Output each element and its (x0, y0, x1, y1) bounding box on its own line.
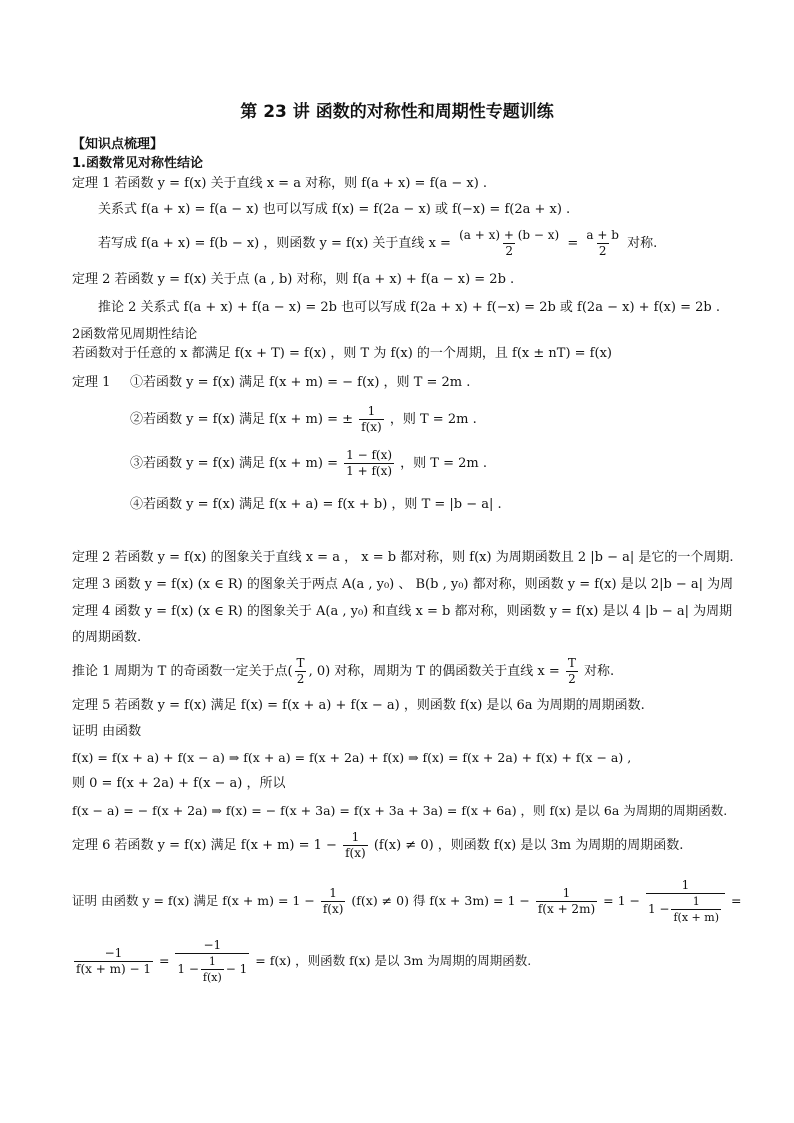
proof-6-prefix: 证明 由函数 y = f(x) 满足 f(x + m) = 1 − (72, 893, 315, 908)
corollary-prefix: 推论 1 周期为 T 的奇函数一定关于点( (72, 664, 293, 679)
general-suffix: 对称. (627, 236, 658, 251)
fraction-a (321, 886, 346, 917)
fraction-numerator: 1 − f(x) (346, 448, 393, 462)
periodicity-theorem-5: 定理 5 若函数 y = f(x) 满足 f(x) = f(x + a) + f(x − a) ，则函数 f(x) 是以 6a 为周期的周期函数. (72, 698, 645, 713)
fraction-denominator: 2 (505, 244, 513, 258)
fraction-numerator: a + b (586, 228, 619, 242)
case-3 (130, 448, 487, 480)
symmetry-theorem-1-note: 关系式 f(a + x) = f(a − x) 也可以写成 f(x) = f(2a − x) 或 f(−x) = f(2a + x) . (98, 202, 571, 217)
nested-prefix: 1 − (177, 962, 199, 976)
fraction-numerator: −1 (203, 938, 222, 952)
section-header: 【知识点梳理】 (72, 137, 164, 152)
case-3-suffix: ，则 T = 2m . (400, 456, 487, 471)
proof-5-line-1: f(x) = f(x + a) + f(x − a) ⇒ f(x + a) = f(x + 2a) + f(x) ⇒ f(x) = f(x + 2a) + f(x) + f(x − a) , (72, 750, 632, 765)
symmetry-theorem-2: 定理 2 若函数 y = f(x) 关于点 (a , b) 对称，则 f(a + x) + f(a − x) = 2b . (72, 272, 515, 287)
case-2-prefix: ②若函数 y = f(x) 满足 f(x + m) = ± (130, 412, 354, 427)
periodicity-theorem-4-cont: 的周期函数. (72, 630, 142, 645)
fraction-denominator (175, 953, 249, 985)
fraction-numerator: 1 (681, 878, 690, 892)
periodicity-theorem-2: 定理 2 若函数 y = f(x) 的图象关于直线 x = a ， x = b 都对称，则 f(x) 为周期函数且 2 |b − a| 是它的一个周期. (72, 550, 734, 565)
proof-5-line-2: 则 0 = f(x + 2a) + f(x − a) ，所以 (72, 776, 286, 791)
proof-6-middle-2: = 1 − (603, 893, 640, 908)
fraction-c (74, 946, 153, 977)
symmetry-theorem-1: 定理 1 若函数 y = f(x) 关于直线 x = a 对称，则 f(a + x) = f(a − x) . (72, 176, 488, 191)
periodicity-theorem-4: 定理 4 函数 y = f(x) (x ∈ R) 的图象关于 A(a , y₀) 和直线 x = b 都对称，则函数 y = f(x) 是以 4 |b − a| 为周期 (72, 604, 733, 619)
fraction-numerator: 1 (562, 886, 571, 900)
case-1: ①若函数 y = f(x) 满足 f(x + m) = − f(x) ，则 T = 2m . (130, 375, 471, 390)
fraction-numerator: T (567, 656, 576, 670)
fraction-denominator: f(x) (322, 902, 344, 916)
periodicity-theorem-1 (72, 375, 470, 391)
fraction-ratio (344, 448, 394, 479)
proof-5-line-3: f(x − a) = − f(x + 2a) ⇒ f(x) = − f(x + 3a) = f(x + 3a + 3a) = f(x + 6a) ，则 f(x) 是以 6a 为周期的周期函数. (72, 803, 728, 818)
fraction-denominator (646, 893, 725, 925)
periodicity-theorem-6 (72, 830, 683, 862)
fraction-denominator: f(x) (361, 420, 382, 434)
proof-6-equals-2: = (158, 953, 170, 968)
proof-6-middle: (f(x) ≠ 0) 得 f(x + 3m) = 1 − (351, 893, 530, 908)
fraction-inner (671, 894, 721, 925)
fraction-numerator: 1 (351, 830, 360, 844)
proof-5-intro: 证明 由函数 (72, 724, 142, 739)
case-3-prefix: ③若函数 y = f(x) 满足 f(x + m) = (130, 456, 338, 471)
fraction-denominator: f(x + m) (673, 911, 719, 924)
periodicity-section-title: 2函数常见周期性结论 (72, 327, 198, 342)
corollary-suffix: 对称. (584, 664, 615, 679)
fraction-denominator: 2 (296, 672, 305, 686)
fraction-axis (457, 228, 561, 259)
periodicity-theorem-3: 定理 3 函数 y = f(x) (x ∈ R) 的图象关于两点 A(a , y₀) 、 B(b , y₀) 都对称，则函数 y = f(x) 是以 2|b − a| 为周 (72, 577, 734, 592)
general-prefix: 若写成 f(a + x) = f(b − x) ，则函数 y = f(x) 关于直线 x = (98, 236, 451, 251)
fraction-axis-simplified (584, 228, 621, 259)
case-2-suffix: ，则 T = 2m . (389, 412, 477, 427)
theorem-6-prefix: 定理 6 若函数 y = f(x) 满足 f(x + m) = 1 − (72, 838, 337, 853)
fraction-d (175, 938, 249, 985)
periodicity-intro: 若函数对于任意的 x 都满足 f(x + T) = f(x) ，则 T 为 f(x) 的一个周期，且 f(x ± nT) = f(x) (72, 346, 612, 361)
periodicity-corollary-1 (72, 656, 614, 688)
fraction-denominator: f(x + m) − 1 (76, 962, 151, 976)
fraction-denominator: 2 (598, 244, 607, 258)
fraction-half-period-2 (566, 656, 578, 687)
case-4: ④若函数 y = f(x) 满足 f(x + a) = f(x + b) ，则 T = |b − a| . (130, 497, 502, 512)
fraction-numerator: T (296, 656, 305, 670)
nested-suffix: − 1 (225, 962, 248, 976)
fraction-reciprocal (359, 404, 384, 435)
fraction-denominator: f(x) (202, 971, 222, 984)
proof-6-equals: = (730, 893, 742, 908)
theorem-6-suffix: (f(x) ≠ 0) ，则函数 f(x) 是以 3m 为周期的周期函数. (373, 838, 684, 853)
symmetry-corollary-2: 推论 2 关系式 f(a + x) + f(a − x) = 2b 也可以写成 f(2a + x) + f(−x) = 2b 或 f(2a − x) + f(x) = 2b . (98, 300, 720, 315)
fraction-denominator: f(x) (345, 846, 366, 860)
fraction-denominator: 2 (568, 672, 576, 686)
proof-6-line-2 (72, 938, 531, 985)
equals-sign: = (567, 236, 579, 251)
fraction-denominator: f(x + 2m) (537, 902, 596, 916)
fraction-numerator: 1 (208, 955, 216, 968)
theorem-label: 定理 1 (72, 375, 111, 390)
fraction-denominator: 1 + f(x) (346, 464, 393, 478)
fraction-half-period (295, 656, 307, 687)
nested-prefix: 1 − (647, 902, 670, 916)
fraction-nested (646, 878, 725, 925)
corollary-middle: , 0) 对称，周期为 T 的偶函数关于直线 x = (308, 664, 560, 679)
fraction-numerator: 1 (329, 886, 337, 900)
fraction-b (536, 886, 597, 917)
proof-6-line-1 (72, 878, 741, 925)
fraction-numerator: (a + x) + (b − x) (459, 228, 560, 242)
proof-6-conclusion: = f(x) ，则函数 f(x) 是以 3m 为周期的周期函数. (255, 953, 532, 968)
fraction-inner (201, 954, 224, 985)
symmetry-section-title: 1.函数常见对称性结论 (72, 156, 203, 171)
fraction-numerator: −1 (104, 946, 123, 960)
fraction-numerator: 1 (692, 895, 700, 908)
page-title: 第 23 讲 函数的对称性和周期性专题训练 (240, 102, 554, 122)
case-2 (130, 404, 477, 436)
fraction-reciprocal (343, 830, 368, 861)
fraction-numerator: 1 (367, 404, 376, 418)
symmetry-theorem-1-general (98, 228, 657, 259)
